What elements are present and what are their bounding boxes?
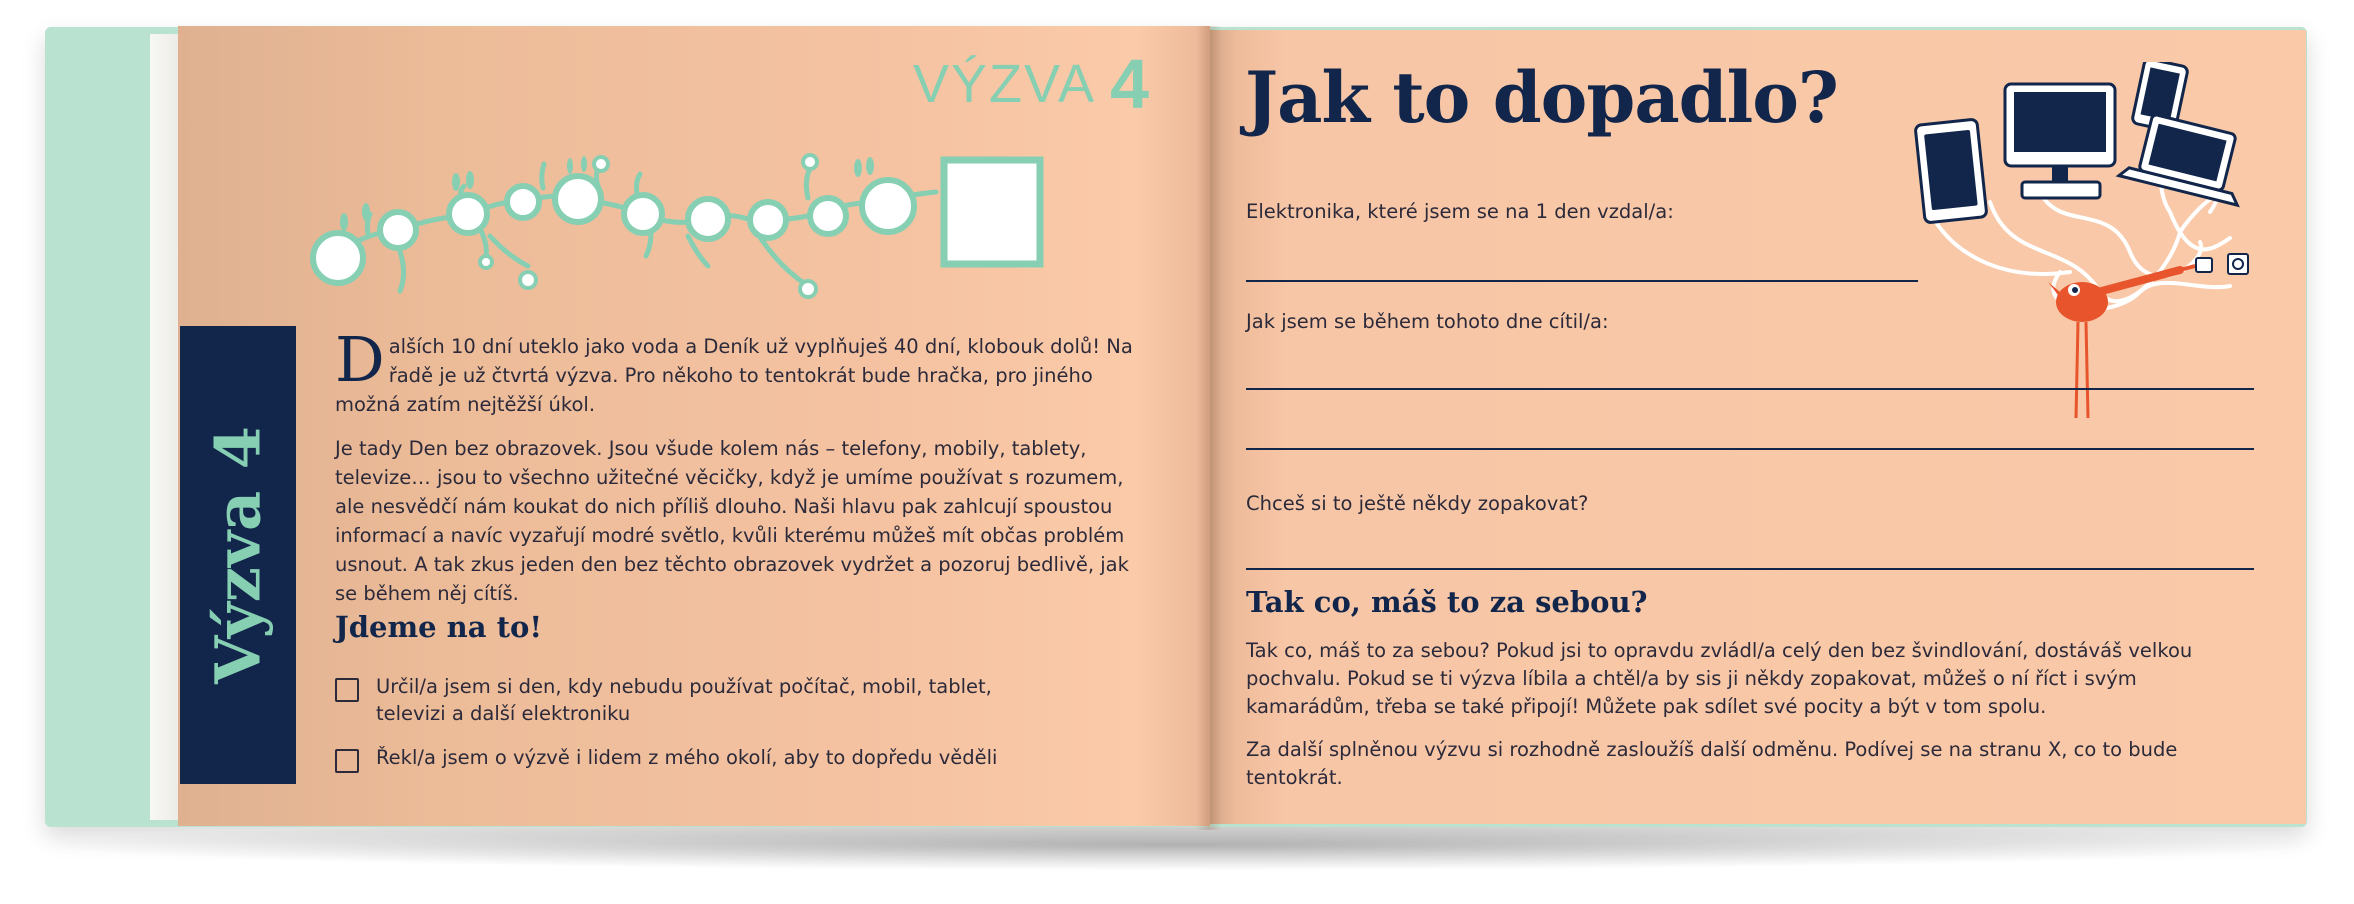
checkbox[interactable]	[335, 678, 359, 702]
challenge-header-word: VÝZVA	[913, 54, 1094, 114]
left-page	[178, 26, 1210, 826]
right-page	[1210, 30, 2306, 824]
checklist-label: Řekl/a jsem o výzvě i lidem z mého okolí, aby to dopředu věděli	[376, 746, 998, 769]
book-shadow	[60, 820, 2300, 870]
tablet-icon	[1915, 119, 1987, 223]
subheading: Tak co, máš to za sebou?	[1246, 585, 1648, 619]
answer-line	[1246, 448, 2254, 450]
answer-line	[1246, 388, 2254, 390]
question-feelings: Jak jsem se během tohoto dne cítil/a:	[1246, 310, 1609, 333]
checkbox[interactable]	[335, 749, 359, 773]
checklist-item[interactable]	[335, 744, 1036, 773]
intro-text: alších 10 dní uteklo jako voda a Deník už vyplňuješ 40 dní, klobouk dolů! Na řadě je už čtvrtá výzva. Pro někoho to tentokrát bude hračka, pro jiného možná zatím nejtěžší úkol.	[335, 335, 1133, 416]
screens-paragraph: Je tady Den bez obrazovek. Jsou všude kolem nás – telefony, mobily, tablety, televize… jsou to všechno užitečné věcičky, když je umíme používat s rozumem, ale nesvědčí nám koukat do nich příliš dlouho. Naši hlavu pak zahlcují spoustou informací a navíc vyzařují modré světlo, kvůli kterému můžeš mít občas problém usnout. A tak zkus jeden den bez těchto obrazovek vydržet a pozoruj bedlivě, jak se během něj cítíš.	[335, 437, 1129, 605]
desktop-computer-icon	[2005, 84, 2115, 198]
blank-frame	[944, 160, 1040, 264]
side-band-title: Výzva 4	[201, 426, 275, 684]
summary-paragraph: Tak co, máš to za sebou? Pokud jsi to opravdu zvládl/a celý den bez švindlování, dostáváš velkou pochvalu. Pokud se ti výzva líbila a chtěl/a by sis ji někdy zopakovat, můžeš o ní říct i svým kamarádům, třeba se také připojí! Můžete pak sdílet své pocity a být v tom spolu.	[1246, 639, 2193, 718]
checklist-label: Určil/a jsem si den, kdy nebudu používat počítač, mobil, tablet, televizi a další elektroniku	[376, 675, 992, 725]
side-band	[180, 326, 296, 784]
answer-line	[1246, 568, 2254, 570]
devices-illustration	[1910, 62, 2270, 432]
reward-paragraph: Za další splněnou výzvu si rozhodně zasloužíš další odměnu. Podívej se na stranu X, co to bude tentokrát.	[1246, 738, 2178, 789]
answer-line	[1246, 280, 1918, 282]
drop-cap: D	[335, 323, 385, 396]
challenge-header-number: 4	[1110, 45, 1152, 123]
intro-paragraph	[335, 323, 1147, 419]
question-devices: Elektronika, které jsem se na 1 den vzdal/a:	[1246, 200, 1674, 223]
checklist-item[interactable]	[335, 673, 1036, 727]
page-title: Jak to dopadlo?	[1245, 56, 1838, 139]
question-repeat: Chceš si to ještě někdy zopakovat?	[1246, 492, 1589, 515]
wall-socket-icon	[2196, 254, 2248, 274]
bead-chain-illustration	[308, 106, 1108, 336]
book-fold	[1196, 26, 1222, 830]
bird-pulling-plug-icon	[2048, 266, 2195, 418]
section-heading: Jdeme na to!	[335, 610, 543, 644]
